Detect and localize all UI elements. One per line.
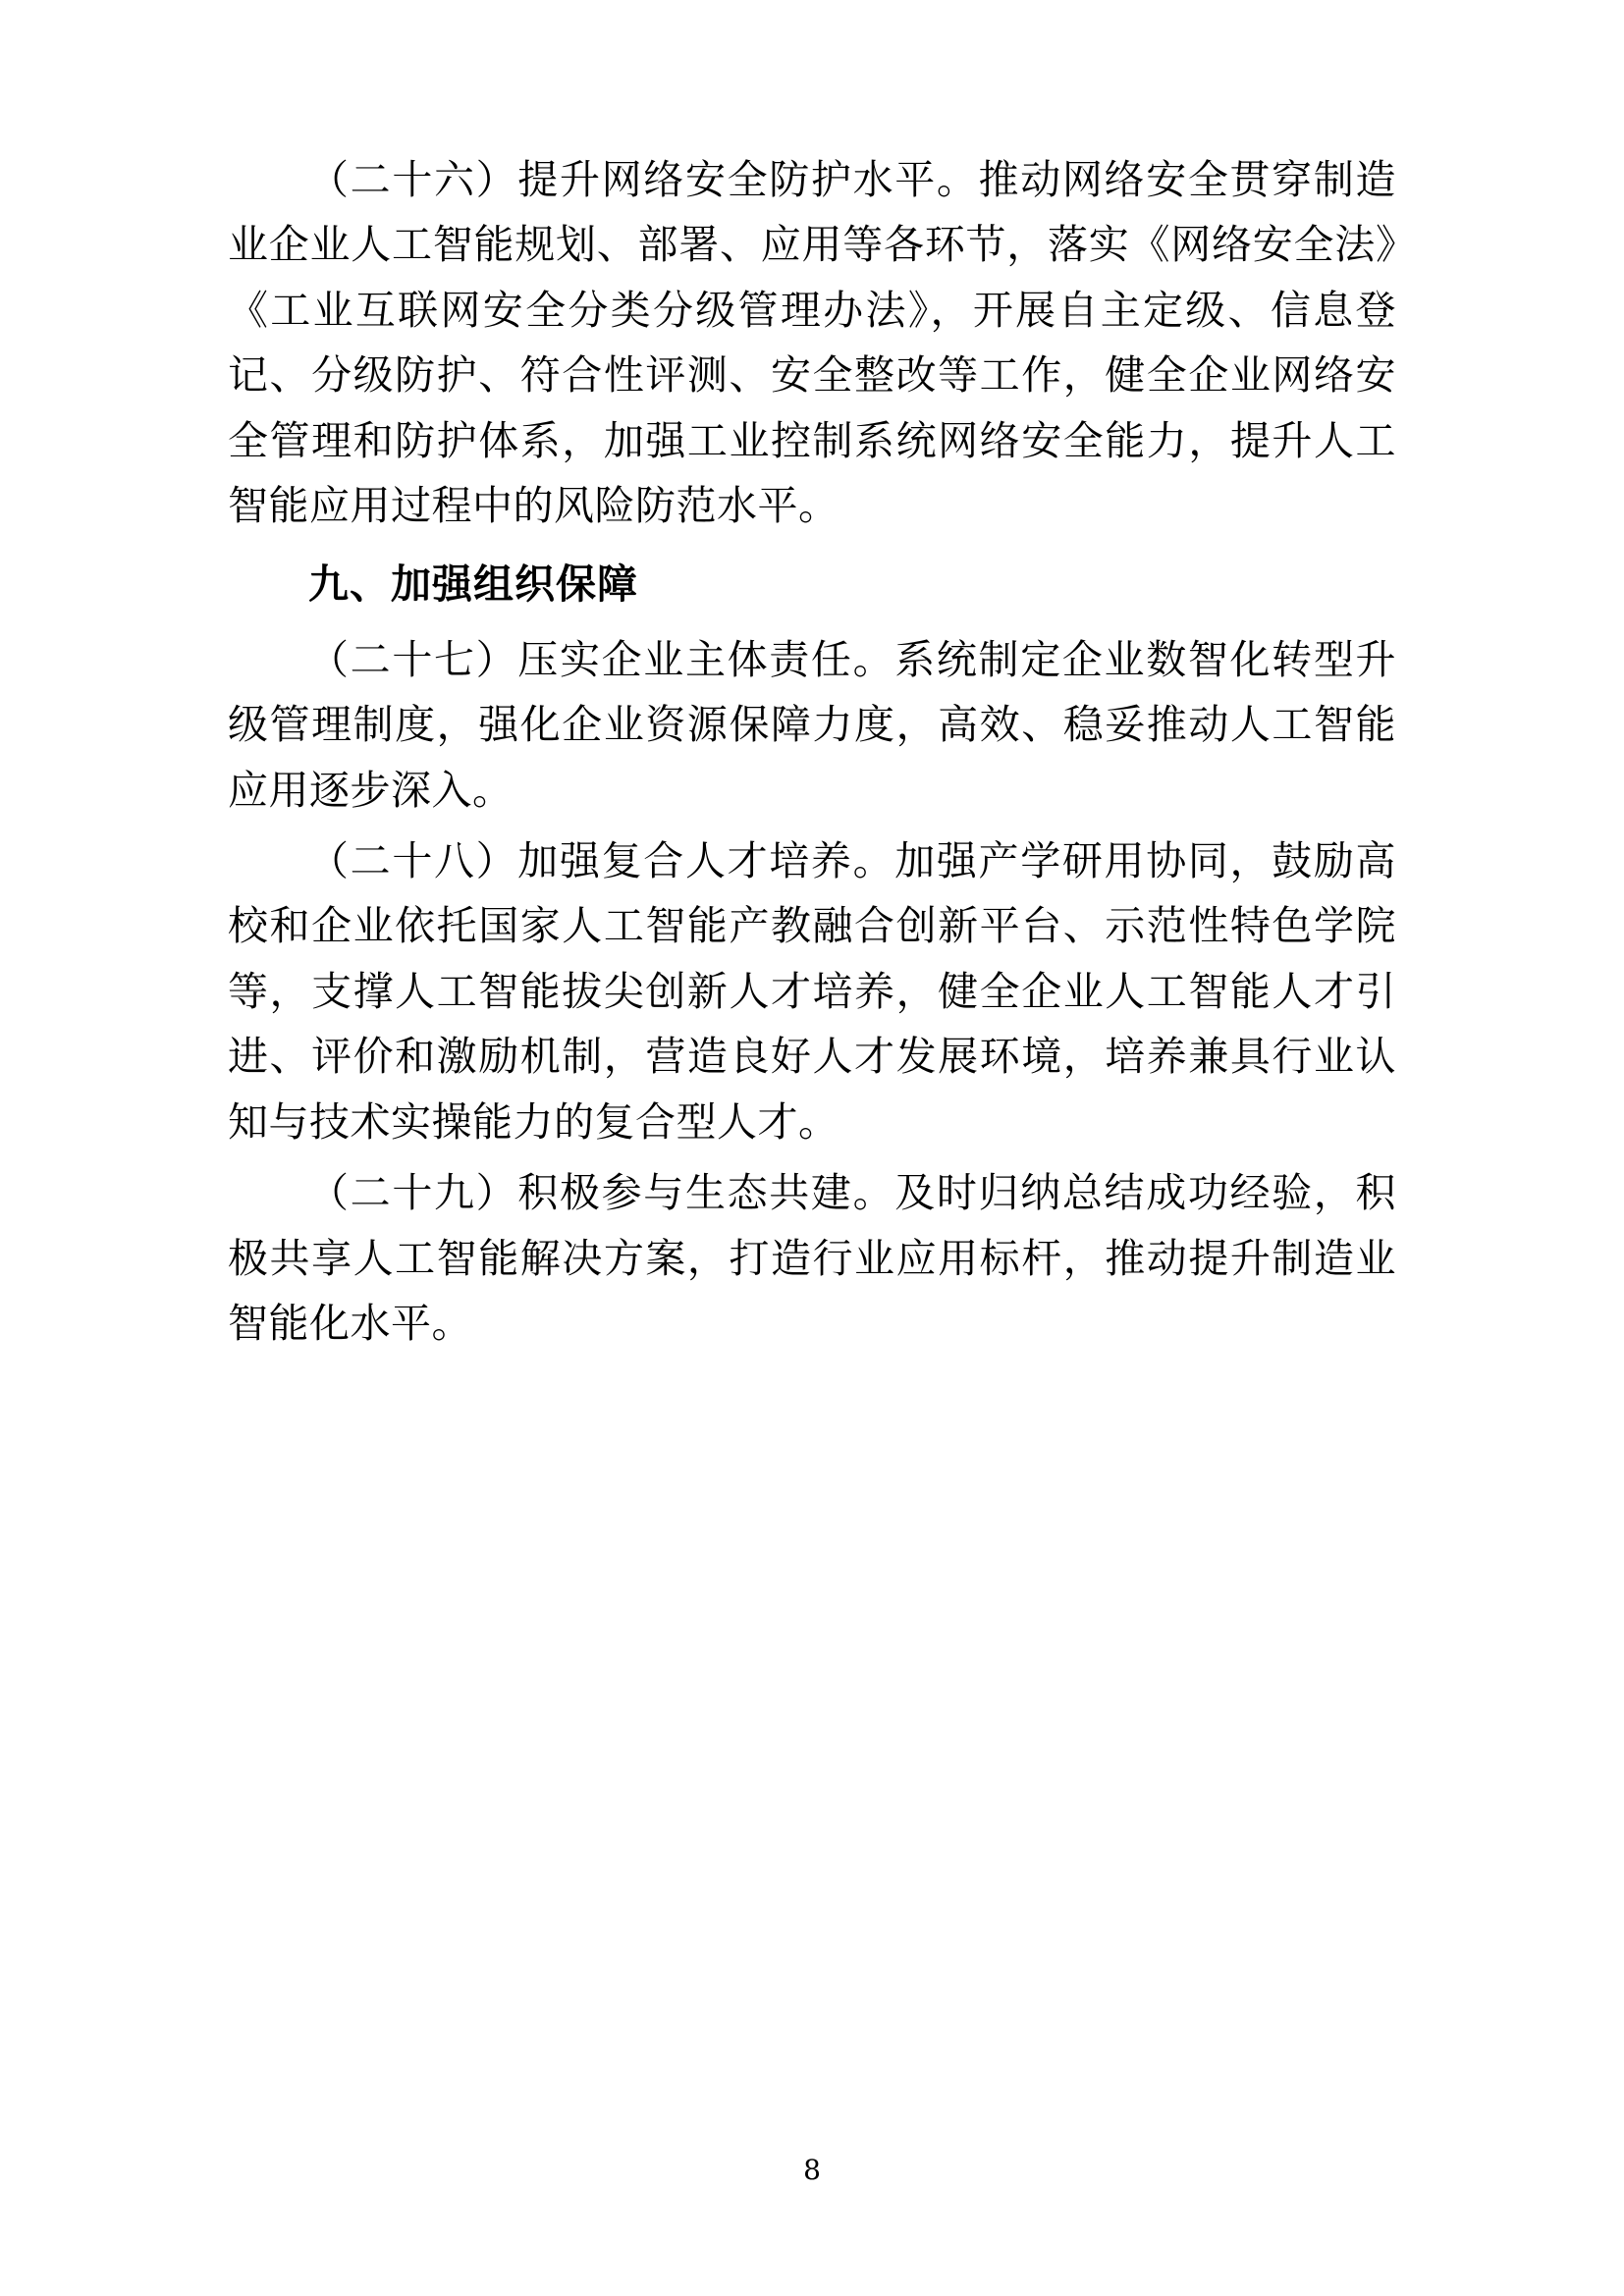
document-body bbox=[228, 147, 1396, 1356]
page-number: 8 bbox=[803, 2154, 821, 2186]
paragraph-29: （二十九）积极参与生态共建。及时归纳总结成功经验，积极共享人工智能解决方案，打造行业应用标杆，推动提升制造业智能化水平。 bbox=[228, 1169, 1396, 1347]
section-heading-nine: 九、加强组织保障 bbox=[308, 561, 638, 609]
paragraph-26: （二十六）提升网络安全防护水平。推动网络安全贯穿制造业企业人工智能规划、部署、应用等各环节，落实《网络安全法》《工业互联网安全分类分级管理办法》，开展自主定级、信息登记、分级防护、符合性评测、安全整改等工作，健全企业网络安全管理和防护体系，加强工业控制系统网络安全能力，提升人工智能应用过程中的风险防范水平。 bbox=[228, 156, 1396, 530]
paragraph-27: （二十七）压实企业主体责任。系统制定企业数智化转型升级管理制度，强化企业资源保障力度，高效、稳妥推动人工智能应用逐步深入。 bbox=[228, 635, 1396, 814]
paragraph-28: （二十八）加强复合人才培养。加强产学研用协同，鼓励高校和企业依托国家人工智能产教融合创新平台、示范性特色学院等，支撑人工智能拔尖创新人才培养，健全企业人工智能人才引进、评价和激励机制，营造良好人才发展环境，培养兼具行业认知与技术实操能力的复合型人才。 bbox=[228, 837, 1396, 1146]
